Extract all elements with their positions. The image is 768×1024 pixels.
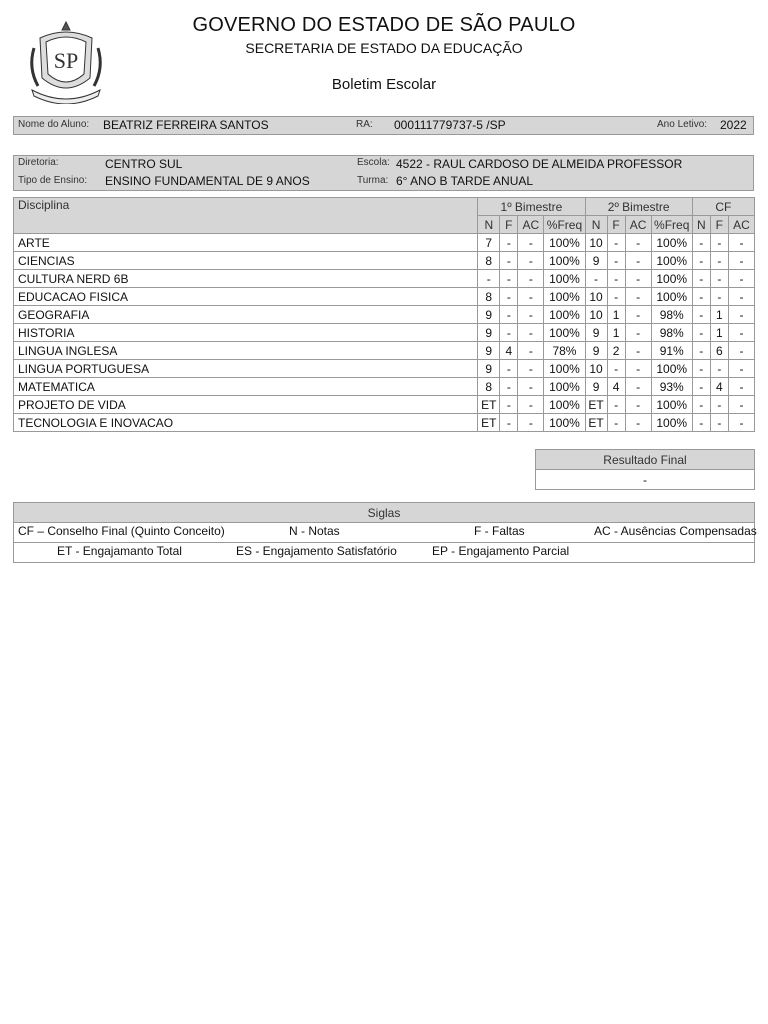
grade-cell: -: [500, 360, 518, 378]
escola-value: 4522 - RAUL CARDOSO DE ALMEIDA PROFESSOR: [396, 157, 683, 171]
grade-cell: 8: [478, 252, 500, 270]
grade-cell: 1: [710, 306, 728, 324]
grade-cell: 8: [478, 288, 500, 306]
table-row: [14, 252, 755, 270]
grade-cell: ET: [478, 414, 500, 432]
grade-cell: 2: [607, 342, 625, 360]
disciplina-header: Disciplina: [14, 198, 478, 234]
grade-cell: -: [692, 306, 710, 324]
grade-cell: 100%: [651, 270, 692, 288]
grade-cell: -: [518, 324, 544, 342]
grade-cell: -: [728, 414, 754, 432]
grade-cell: -: [625, 288, 651, 306]
grade-cell: -: [518, 306, 544, 324]
grade-cell: -: [518, 414, 544, 432]
sigla-n: N - Notas: [289, 524, 340, 538]
grade-cell: -: [692, 396, 710, 414]
grade-cell: 100%: [651, 360, 692, 378]
grade-cell: -: [518, 342, 544, 360]
grade-cell: -: [692, 270, 710, 288]
government-title: GOVERNO DO ESTADO DE SÃO PAULO: [192, 14, 576, 36]
grade-cell: -: [518, 252, 544, 270]
grade-cell: -: [625, 234, 651, 252]
grade-cell: 98%: [651, 324, 692, 342]
grade-cell: -: [585, 270, 607, 288]
disciplina-cell: EDUCACAO FISICA: [14, 288, 478, 306]
grade-cell: -: [728, 360, 754, 378]
grade-cell: -: [607, 234, 625, 252]
table-row: [14, 342, 755, 360]
grade-cell: -: [728, 270, 754, 288]
grade-cell: -: [710, 288, 728, 306]
ra-label: RA:: [356, 119, 373, 130]
disciplina-cell: ARTE: [14, 234, 478, 252]
siglas-title: Siglas: [14, 503, 755, 523]
grade-cell: -: [625, 270, 651, 288]
siglas-legend: [13, 502, 755, 563]
grade-cell: 10: [585, 306, 607, 324]
bimestre-2-header: 2º Bimestre: [585, 198, 692, 216]
student-info-bar: [13, 116, 754, 135]
table-row: [14, 234, 755, 252]
resultado-final-box: [535, 449, 755, 490]
school-info-bar: [13, 155, 754, 191]
secretariat-subtitle: SECRETARIA DE ESTADO DA EDUCAÇÃO: [245, 40, 523, 56]
grade-cell: -: [625, 378, 651, 396]
sub-header: F: [710, 216, 728, 234]
grade-cell: -: [500, 288, 518, 306]
grade-cell: -: [692, 360, 710, 378]
grade-cell: 1: [710, 324, 728, 342]
grade-cell: 10: [585, 360, 607, 378]
grade-cell: 9: [585, 324, 607, 342]
grade-cell: 6: [710, 342, 728, 360]
grade-cell: -: [500, 252, 518, 270]
document-title: Boletim Escolar: [331, 76, 437, 93]
resultado-final-value: -: [536, 470, 755, 490]
grades-table: [13, 197, 755, 432]
student-name: BEATRIZ FERREIRA SANTOS: [103, 118, 269, 132]
svg-text:SP: SP: [53, 48, 79, 73]
grade-cell: -: [692, 342, 710, 360]
grade-cell: 1: [607, 306, 625, 324]
year-value: 2022: [720, 118, 747, 132]
grade-cell: -: [728, 288, 754, 306]
disciplina-cell: CULTURA NERD 6B: [14, 270, 478, 288]
grade-cell: 100%: [544, 288, 585, 306]
grade-cell: -: [518, 396, 544, 414]
grade-cell: -: [728, 342, 754, 360]
disciplina-cell: PROJETO DE VIDA: [14, 396, 478, 414]
diretoria-value: CENTRO SUL: [105, 157, 183, 171]
siglas-row-1: [14, 523, 755, 543]
grade-cell: 4: [607, 378, 625, 396]
disciplina-cell: LINGUA INGLESA: [14, 342, 478, 360]
table-row: [14, 378, 755, 396]
grade-cell: -: [607, 396, 625, 414]
grade-cell: 100%: [651, 288, 692, 306]
disciplina-cell: CIENCIAS: [14, 252, 478, 270]
grade-cell: -: [710, 252, 728, 270]
grade-cell: 98%: [651, 306, 692, 324]
grade-cell: -: [625, 306, 651, 324]
table-row: [14, 396, 755, 414]
grade-cell: -: [728, 324, 754, 342]
grade-cell: 7: [478, 234, 500, 252]
tipo-ensino-label: Tipo de Ensino:: [18, 175, 88, 186]
cf-header: CF: [692, 198, 754, 216]
sub-header: %Freq: [651, 216, 692, 234]
disciplina-cell: LINGUA PORTUGUESA: [14, 360, 478, 378]
grade-cell: -: [607, 414, 625, 432]
grade-cell: -: [692, 252, 710, 270]
grade-cell: 100%: [544, 252, 585, 270]
grade-cell: 100%: [651, 252, 692, 270]
turma-label: Turma:: [357, 175, 389, 186]
disciplina-cell: HISTORIA: [14, 324, 478, 342]
grade-cell: 4: [500, 342, 518, 360]
grade-cell: -: [728, 306, 754, 324]
sigla-cf: CF – Conselho Final (Quinto Conceito): [18, 524, 225, 538]
sigla-ac: AC - Ausências Compensadas: [594, 524, 757, 538]
grade-cell: -: [607, 270, 625, 288]
grade-cell: 9: [585, 252, 607, 270]
grade-cell: 100%: [544, 378, 585, 396]
grade-cell: -: [692, 414, 710, 432]
grade-cell: -: [500, 414, 518, 432]
grade-cell: 100%: [544, 414, 585, 432]
grade-cell: -: [710, 270, 728, 288]
grade-cell: -: [625, 342, 651, 360]
grade-cell: -: [710, 360, 728, 378]
table-row: [14, 270, 755, 288]
grade-cell: -: [518, 234, 544, 252]
grade-cell: -: [500, 324, 518, 342]
grade-cell: 9: [478, 324, 500, 342]
grade-cell: -: [607, 288, 625, 306]
grade-cell: 9: [478, 342, 500, 360]
grade-cell: -: [692, 234, 710, 252]
sub-header: N: [585, 216, 607, 234]
disciplina-cell: TECNOLOGIA E INOVACAO: [14, 414, 478, 432]
table-row: [14, 360, 755, 378]
sigla-et: ET - Engajamanto Total: [57, 544, 182, 558]
grade-cell: -: [607, 252, 625, 270]
grade-cell: -: [692, 378, 710, 396]
grade-cell: -: [518, 360, 544, 378]
grade-cell: -: [710, 234, 728, 252]
grade-cell: 93%: [651, 378, 692, 396]
grade-cell: 100%: [544, 396, 585, 414]
grade-cell: 10: [585, 288, 607, 306]
ra-value: 000111779737-5 /SP: [394, 118, 506, 132]
grade-cell: -: [728, 378, 754, 396]
grade-cell: -: [625, 396, 651, 414]
sub-header: N: [692, 216, 710, 234]
grade-cell: 100%: [544, 324, 585, 342]
student-name-label: Nome do Aluno:: [18, 119, 90, 130]
grade-cell: -: [710, 414, 728, 432]
grades-body: [14, 234, 755, 432]
grade-cell: -: [625, 414, 651, 432]
sigla-ep: EP - Engajamento Parcial: [432, 544, 570, 558]
siglas-row-2: [14, 543, 755, 563]
grade-cell: -: [500, 270, 518, 288]
grade-cell: -: [692, 288, 710, 306]
grade-cell: -: [500, 396, 518, 414]
grade-cell: ET: [585, 396, 607, 414]
grade-cell: 100%: [651, 414, 692, 432]
turma-value: 6° ANO B TARDE ANUAL: [396, 174, 534, 188]
escola-label: Escola:: [357, 157, 390, 168]
year-label: Ano Letivo:: [657, 119, 708, 130]
grade-cell: 100%: [651, 234, 692, 252]
grade-cell: -: [710, 396, 728, 414]
grade-cell: -: [500, 306, 518, 324]
sub-header: AC: [625, 216, 651, 234]
grade-cell: -: [625, 324, 651, 342]
sub-header: N: [478, 216, 500, 234]
sigla-f: F - Faltas: [474, 524, 525, 538]
sub-header: F: [607, 216, 625, 234]
grade-cell: -: [728, 396, 754, 414]
grade-cell: -: [692, 324, 710, 342]
grade-cell: 100%: [544, 360, 585, 378]
bimestre-1-header: 1º Bimestre: [478, 198, 585, 216]
grade-cell: 100%: [544, 306, 585, 324]
diretoria-label: Diretoria:: [18, 157, 59, 168]
grade-cell: 100%: [651, 396, 692, 414]
grade-cell: 91%: [651, 342, 692, 360]
grade-cell: -: [518, 378, 544, 396]
table-row: [14, 414, 755, 432]
grade-cell: 1: [607, 324, 625, 342]
grade-cell: 9: [478, 306, 500, 324]
grade-cell: 100%: [544, 270, 585, 288]
grade-cell: 9: [478, 360, 500, 378]
grade-cell: 78%: [544, 342, 585, 360]
tipo-ensino-value: ENSINO FUNDAMENTAL DE 9 ANOS: [105, 174, 310, 188]
table-row: [14, 324, 755, 342]
sigla-es: ES - Engajamento Satisfatório: [236, 544, 397, 558]
grade-cell: -: [518, 270, 544, 288]
sub-header: %Freq: [544, 216, 585, 234]
grade-cell: 9: [585, 342, 607, 360]
grade-cell: 8: [478, 378, 500, 396]
table-row: [14, 288, 755, 306]
grade-cell: 4: [710, 378, 728, 396]
grade-cell: ET: [585, 414, 607, 432]
grade-cell: 9: [585, 378, 607, 396]
grade-cell: 100%: [544, 234, 585, 252]
resultado-final-label: Resultado Final: [536, 450, 755, 470]
grade-cell: ET: [478, 396, 500, 414]
grade-cell: -: [500, 378, 518, 396]
grade-cell: -: [728, 252, 754, 270]
table-row: [14, 306, 755, 324]
grade-cell: -: [607, 360, 625, 378]
disciplina-cell: MATEMATICA: [14, 378, 478, 396]
grade-cell: -: [478, 270, 500, 288]
sub-header: AC: [518, 216, 544, 234]
grade-cell: -: [500, 234, 518, 252]
grade-cell: -: [625, 360, 651, 378]
sub-header: AC: [728, 216, 754, 234]
grade-cell: -: [728, 234, 754, 252]
grade-cell: 10: [585, 234, 607, 252]
disciplina-cell: GEOGRAFIA: [14, 306, 478, 324]
grade-cell: -: [625, 252, 651, 270]
sub-header: F: [500, 216, 518, 234]
grade-cell: -: [518, 288, 544, 306]
